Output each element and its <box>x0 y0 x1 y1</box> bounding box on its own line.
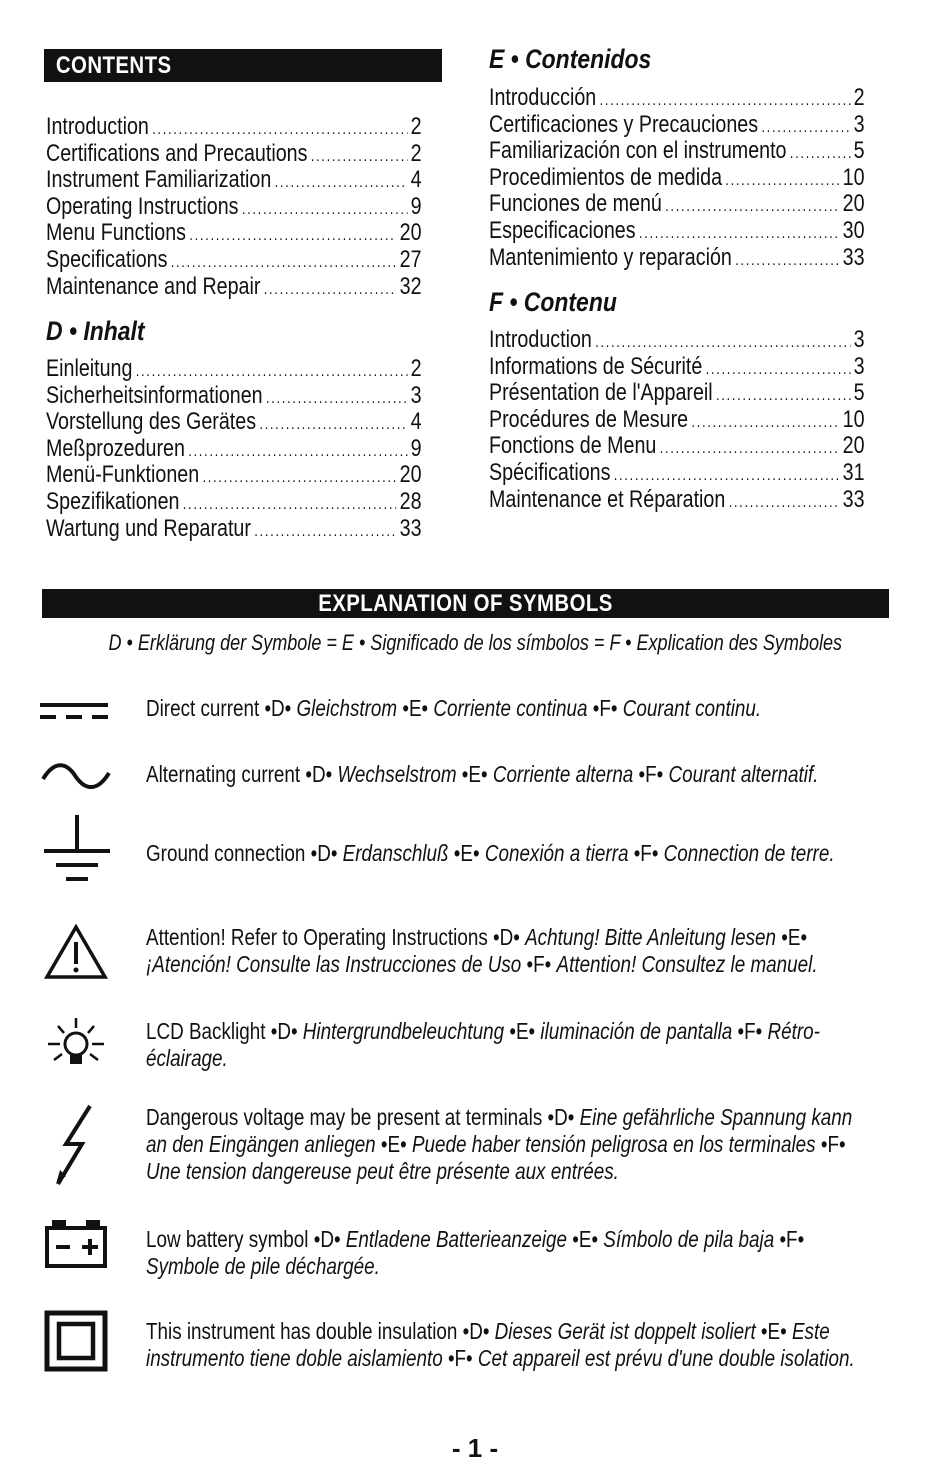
symbols-banner <box>42 589 889 618</box>
ground-icon <box>44 815 110 890</box>
battery-icon <box>44 1218 108 1270</box>
symbol-desc: Dangerous voltage may be present at terminals •D• Eine gefährliche Spannung kann an den Eingängen anliegen •E• Puede haber tensión peligrosa en los terminales •F• Une tension dangereuse peut être présente aux entrées. <box>146 1104 853 1184</box>
page-number: - 1 - <box>451 1433 499 1463</box>
lightning-icon <box>54 1104 98 1186</box>
symbol-desc: Direct current •D• Gleichstrom •E• Corriente continua •F• Courant continu. <box>146 695 762 721</box>
symbol-desc: Low battery symbol •D• Entladene Batterieanzeige •E• Símbolo de pila baja •F• Symbole de pile déchargée. <box>146 1226 805 1279</box>
contents-banner <box>44 49 442 82</box>
symbol-desc: Alternating current •D• Wechselstrom •E• Corriente alterna •F• Courant alternatif. <box>146 761 819 787</box>
symbol-desc: Ground connection •D• Erdanschluß •E• Conexión a tierra •F• Connection de terre. <box>146 840 835 866</box>
symbols-subtitle: D • Erklärung der Symbole = E • Significado de los símbolos = F • Explication des Symboles <box>108 630 842 655</box>
spanish-heading: E • Contenidos <box>489 44 652 74</box>
symbol-desc: This instrument has double insulation •D• Dieses Gerät ist doppelt isoliert •E• Este instrumento tiene doble aislamiento •F• Cet appareil est prévu d'une double isolation. <box>146 1318 855 1371</box>
backlight-bulb-icon <box>44 1014 108 1078</box>
alternating-current-icon <box>40 761 112 791</box>
double-insulation-icon <box>44 1310 108 1372</box>
direct-current-icon <box>40 699 110 723</box>
symbols-title: EXPLANATION OF SYMBOLS <box>318 590 613 617</box>
symbol-desc: Attention! Refer to Operating Instructions •D• Achtung! Bitte Anleitung lesen •E• ¡Atención! Consulte las Instrucciones de Uso •F• Attention! Consultez le manuel. <box>146 924 818 977</box>
contents-title: CONTENTS <box>55 52 172 79</box>
symbol-desc: LCD Backlight •D• Hintergrundbeleuchtung •E• iluminación de pantalla •F• Rétro-éclairage. <box>146 1018 820 1071</box>
warning-triangle-icon <box>44 924 108 980</box>
german-heading: D • Inhalt <box>46 316 145 346</box>
french-heading: F • Contenu <box>489 287 617 317</box>
